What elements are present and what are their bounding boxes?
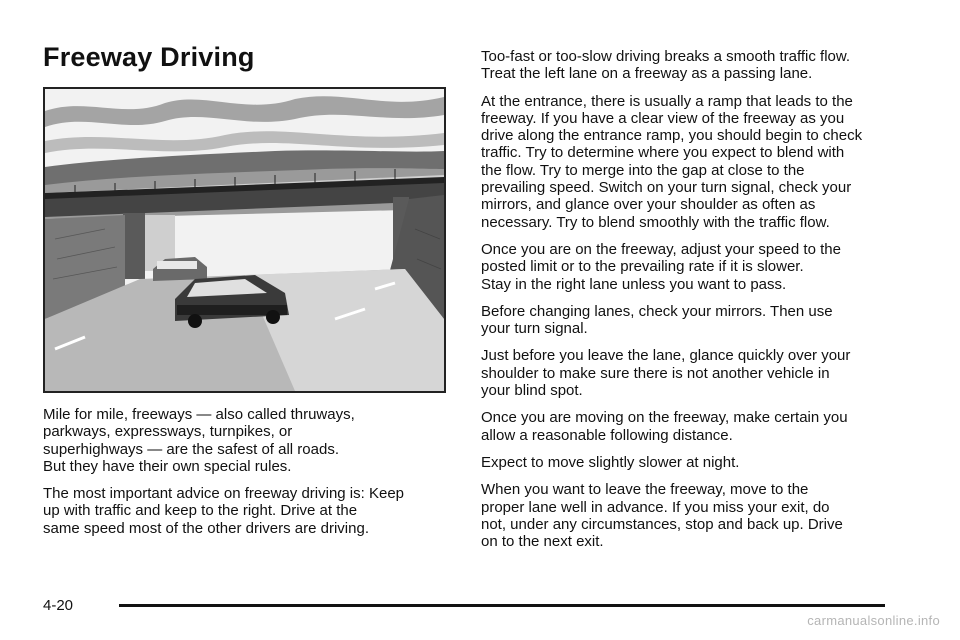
right-column [481,48,901,560]
paragraph: Too-fast or too-slow driving breaks a smooth traffic flow. Treat the left lane on a freeway as a passing lane. [481,48,851,83]
footer-rule [119,604,885,607]
paragraph: The most important advice on freeway driving is: Keep up with traffic and keep to the right. Drive at the same speed most of the other drivers are driving. [43,485,405,537]
paragraph: At the entrance, there is usually a ramp that leads to the freeway. If you have a clear view of the freeway as you drive along the entrance ramp, you should begin to check traffic. Try to determine where you expect to blend with the flow. Try to merge into the gap at close to the prevailing speed. Switch on your turn signal, check your mirrors, and glance over your shoulder as often as necessary. Try to blend smoothly with the traffic flow. [481,92,863,231]
page-title: Freeway Driving [43,42,255,72]
paragraph: Just before you leave the lane, glance quickly over your shoulder to make sure there is not another vehicle in your blind spot. [481,347,851,400]
paragraph: Before changing lanes, check your mirrors. Then use your turn signal. [481,302,833,338]
freeway-illustration [43,87,446,393]
paragraph: Once you are moving on the freeway, make certain you allow a reasonable following distance. [481,409,848,444]
paragraph: Expect to move slightly slower at night. [481,453,740,471]
paragraph: Mile for mile, freeways — also called thruways, parkways, expressways, turnpikes, or superhighways — are the safest of all roads. But they have their own special rules. [43,406,355,475]
watermark: carmanualsonline.info [807,613,940,628]
left-column [43,406,463,547]
paragraph: Once you are on the freeway, adjust your speed to the posted limit or to the prevailing rate if it is slower. Stay in the right lane unless you want to pass. [481,240,841,293]
page-number: 4-20 [43,597,74,614]
paragraph: When you want to leave the freeway, move to the proper lane well in advance. If you miss your exit, do not, under any circumstances, stop and back up. Drive on to the next exit. [481,481,843,551]
